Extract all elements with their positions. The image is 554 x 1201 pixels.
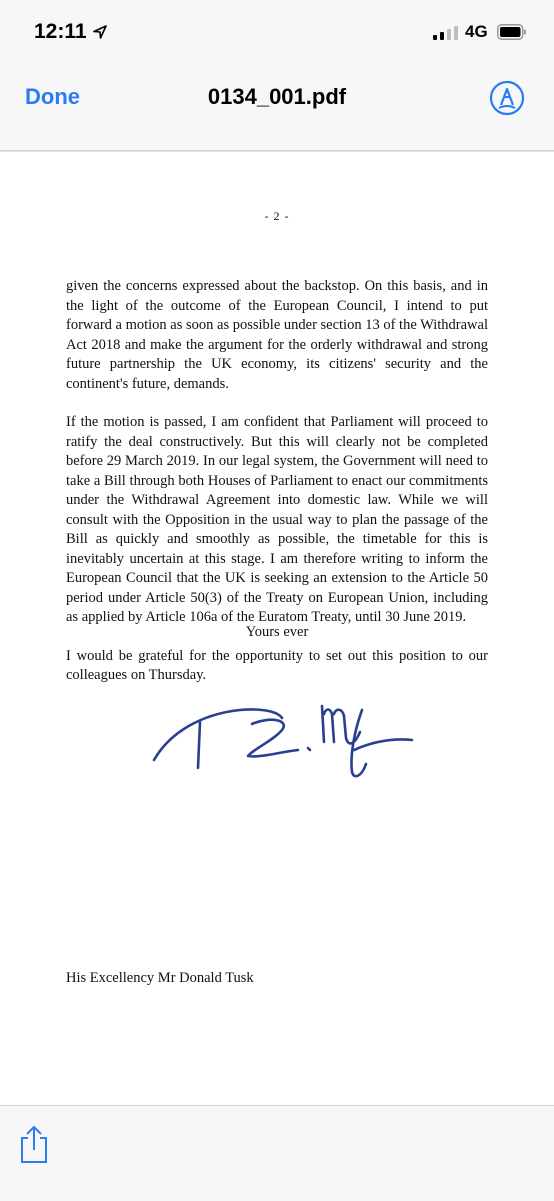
- letter-closing: Yours ever: [245, 624, 309, 640]
- recipient-line: His Excellency Mr Donald Tusk: [66, 970, 254, 986]
- status-bar: [0, 0, 554, 66]
- bottom-toolbar: [0, 1105, 554, 1201]
- handwritten-signature: [140, 672, 420, 782]
- battery-icon: [497, 24, 527, 40]
- markup-pen-icon[interactable]: [489, 80, 525, 116]
- status-time: 12:11: [34, 20, 87, 43]
- share-icon[interactable]: [18, 1124, 50, 1164]
- pdf-page: [0, 151, 554, 1106]
- location-arrow-icon: [92, 24, 108, 40]
- done-button[interactable]: Done: [25, 84, 80, 109]
- letter-paragraph: given the concerns expressed about the backstop. On this basis, and in the light of the outcome of the European Council, I intend to put forward a motion as soon as possible under section 13 of the Withdrawal Act 2018 and make the argument for the orderly withdrawal and strong future partnership the UK economy, its citizens' security and the continent's future, demands.: [66, 278, 488, 392]
- nav-bar: [0, 66, 554, 151]
- letter-paragraph: I would be grateful for the opportunity to set out this position to our colleagues on Thursday.: [66, 647, 488, 683]
- network-type: 4G: [465, 22, 488, 41]
- letter-paragraph: If the motion is passed, I am confident that Parliament will proceed to ratify the deal constructively. But this will clearly not be completed before 29 March 2019. In our legal system, the Government will need to take a Bill through both Houses of Parliament to enact our commitments under the Withdrawal Agreement into domestic law. While we will consult with the Opposition in the usual way to plan the passage of the Bill as quickly and smoothly as possible, the timetable for this is inevitably uncertain at this stage. I am therefore writing to inform the European Council that the UK is seeking an extension to the Article 50 period under Article 50(3) of the Treaty on European Union, including as applied by Article 106a of the Euratom Treaty, until 30 June 2019.: [66, 414, 488, 625]
- document-title: 0134_001.pdf: [207, 84, 347, 109]
- page-number: - 2 -: [264, 209, 290, 223]
- signal-icon: [433, 26, 459, 40]
